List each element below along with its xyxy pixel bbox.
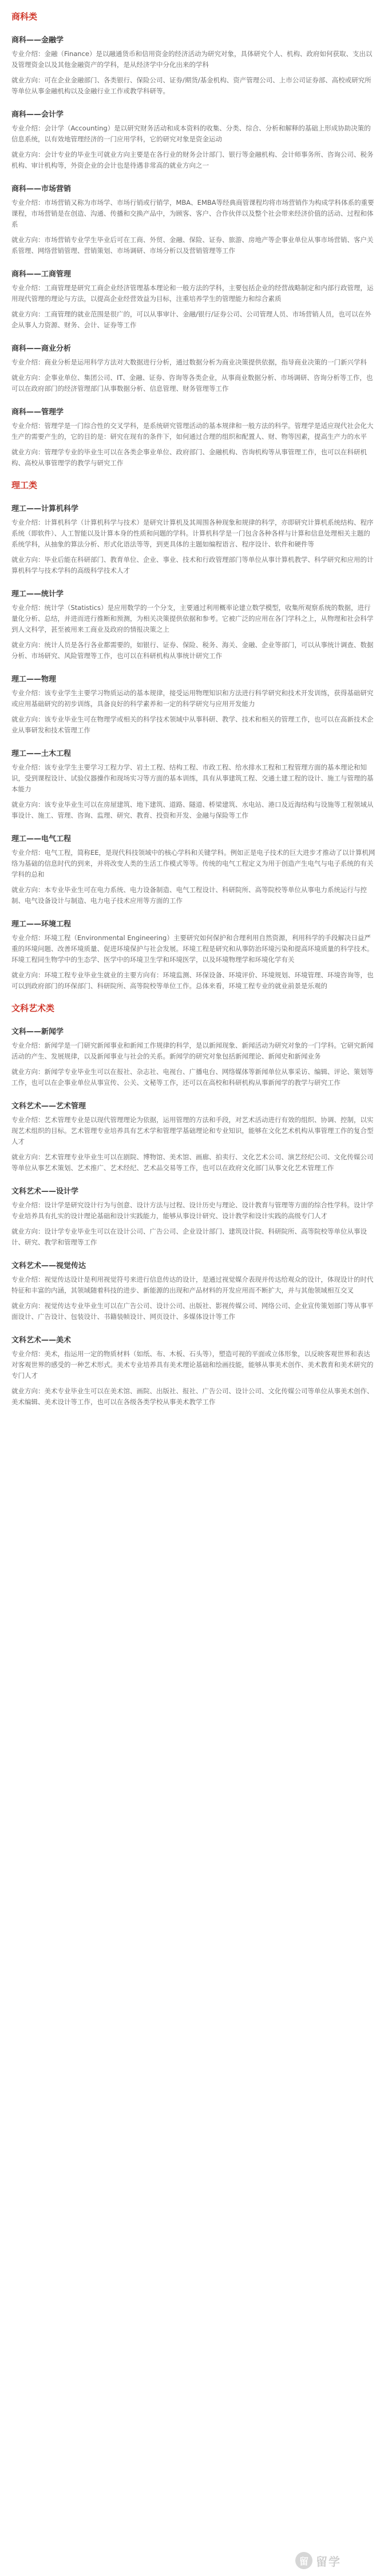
section-title-fine-arts: 文科艺术——美术 <box>11 1336 72 1345</box>
site-watermark <box>295 2550 381 2571</box>
category-heading-business: 商科类 <box>11 11 38 22</box>
section-title-electrical-engineering: 理工——电气工程 <box>11 835 72 843</box>
section-intro: 专业介绍：美术，指运用一定的物质材料（如纸、布、木板、石头等），塑造可视的平面或立体形象，以反映客观世界和表达对客观世界的感受的一种艺术形式。美术专业培养具有美术理论基础和绘画技能，能够从事美术创作、美术教育和美术研究的专门人才 <box>11 1350 374 1380</box>
section-employment: 就业方向：市场营销专业学生毕业后可在工商、外贸、金融、保险、证券、旅游、房地产等企事业单位从事市场营销、客户关系管理、网络营销管理、营销策划、市场调研、市场分析以及营销管理等工作 <box>11 236 374 255</box>
section-intro: 专业介绍：视觉传达设计是利用视觉符号来进行信息传达的设计，是通过视觉媒介表现并传达给观众的设计，体现设计的时代特征和丰富的内涵，其领域随着科技的进步、新能源的出现和产品材料的开发应用而不断扩大，并与其他领域相互交叉 <box>11 1275 374 1294</box>
section-employment: 就业方向：该专业毕业生可在物理学或相关的科学技术领域中从事科研、教学、技术和相关的管理工作，也可以在高新技术企业从事研发和技术管理工作 <box>11 715 374 734</box>
section-title-business-analytics: 商科——商业分析 <box>11 344 72 353</box>
section-title-marketing: 商科——市场营销 <box>11 185 72 193</box>
section-intro: 专业介绍：环境工程（Environmental Engineering）主要研究如何保护和合理利用自然资源，利用科学的手段解决日益严重的环境问题、改善环境质量、促进环境保护与社会发展。环境工程是研究和从事防治环境污染和提高环境质量的科学技术。环境工程同生物学中的生态学、医学中的环境卫生学和环境医学，以及环境物理学和环境化学有关 <box>11 934 374 964</box>
section-intro: 专业介绍：新闻学是一门研究新闻事业和新闻工作规律的科学，是以新闻现象、新闻活动为研究对象的一门学科。它研究新闻活动的产生、发展规律，以及新闻事业与社会的关系。新闻学的研究对象包括新闻理论、新闻史和新闻业务 <box>11 1041 374 1060</box>
section-intro: 专业介绍：会计学（Accounting）是以研究财务活动和成本资料的收集、分类、综合、分析和解释的基础上形成协助决策的信息系统，以有效地管理经济的一门应用学科，它的研究对象是资金运动 <box>11 124 371 143</box>
section-intro: 专业介绍：金融（Finance）是以融通货币和信用资金的经济活动为研究对象，具体研究个人、机构、政府如何获取、支出以及管理资金以及其他金融资产的学科，是从经济学中分化出来的学科 <box>11 50 373 69</box>
section-employment: 就业方向：设计学专业毕业生可以在设计公司、广告公司、企业设计部门、建筑设计院、科研院所、高等院校等单位从事设计、研究、教学和管理等工作 <box>11 1227 367 1246</box>
section-employment: 就业方向：企事业单位、集团公司、IT、金融、证券、咨询等各类企业，从事商业数据分析、市场调研、咨询分析等工作，也可以在政府部门的经济管理部门从事数据分析、信息管理、财务管理等工作 <box>11 374 373 393</box>
section-title-business-admin: 商科——工商管理 <box>11 270 72 279</box>
category-heading-arts: 文科艺术类 <box>11 1003 55 1013</box>
section-employment: 就业方向：管理学专业的毕业生可以在各类企事业单位、政府部门、金融机构、咨询机构等从事管理工作，也可以在科研机构、高校从事管理学的教学与研究工作 <box>11 448 367 467</box>
section-employment: 就业方向：新闻学专业毕业生可以在报社、杂志社、电视台、广播电台、网络媒体等新闻单位从事采访、编辑、评论、策划等工作，也可以在企事业单位从事宣传、公关、文秘等工作，还可以在高校和科研机构从事新闻学的教学与研究工作 <box>11 1068 374 1087</box>
section-intro: 专业介绍：该专业学生主要学习物质运动的基本规律，接受运用物理知识和方法进行科学研究和技术开发训练，获得基础研究或应用基础研究的初步训练，具备良好的科学素养和一定的科学研究与应用开发能力 <box>11 689 374 708</box>
watermark-text: 留学 <box>316 2554 341 2569</box>
section-title-physics: 理工——物理 <box>11 675 57 684</box>
section-intro: 专业介绍：管理学是一门综合性的交叉学科，是系统研究管理活动的基本规律和一般方法的科学。管理学是适应现代社会化大生产的需要产生的，它的目的是：研究在现有的条件下，如何通过合理的组织和配置人、财、物等因素，提高生产力的水平 <box>11 422 374 441</box>
section-employment: 就业方向：环境工程专业毕业生就业的主要方向有：环境监测、环保设备、环境评价、环境规划、环境管理、环境咨询等，也可以到政府部门的环保部门、科研院所、高等院校等单位工作。总体来看，环境工程专业的就业前景是乐观的 <box>11 971 374 990</box>
section-title-computer-science: 理工——计算机科学 <box>11 505 79 513</box>
section-employment: 就业方向：艺术管理专业毕业生可以在剧院、博物馆、美术馆、画廊、拍卖行、文化艺术公司、演艺经纪公司、文化传媒公司等单位从事艺术策划、艺术推广、艺术经纪、艺术品交易等工作，也可以在政府文化部门从事文化艺术管理工作 <box>11 1153 374 1172</box>
section-intro: 专业介绍：市场营销又称为市场学、市场行销或行销学，MBA、EMBA等经典商管课程均将市场营销作为构成学科体系的重要课程，市场营销是在创造、沟通、传播和交换产品中，为顾客、客户、合作伙伴以及整个社会带来经济价值的活动、过程和体系 <box>11 199 374 228</box>
category-heading-science-engineering: 理工类 <box>11 480 38 490</box>
section-employment: 就业方向：该专业毕业生可以在房屋建筑、地下建筑、道路、隧道、桥梁建筑、水电站、港口及近海结构与设施等工程领域从事设计、施工、管理、咨询、监理、研究、教育、投资和开发、金融与保险等工作 <box>11 800 374 819</box>
section-intro: 专业介绍：艺术管理专业是以现代管理理论为依据，运用管理的方法和手段，对艺术活动进行有效的组织、协调、控制，以实现艺术组织的目标。艺术管理专业培养具有艺术学和管理学基础理论和专业知识，能够在文化艺术机构从事管理工作的复合型人才 <box>11 1116 374 1146</box>
section-employment: 就业方向：美术专业毕业生可以在美术馆、画院、出版社、报社、广告公司、设计公司、文化传媒公司等单位从事美术创作、美术编辑、美术设计等工作，也可以在各级各类学校从事美术教学工作 <box>11 1387 374 1406</box>
section-intro: 专业介绍：计算机科学（计算机科学与技术）是研究计算机及其周围各种现象和规律的科学，亦即研究计算机系统结构、程序系统（即软件）、人工智能以及计算本身的性质和问题的学科。计算机科学是一门包含各种各样与计算和信息处理相关主题的系统学科，从抽象的算法分析、形式化语法等等，到更具体的主题如编程语言、程序设计、软件和硬件等 <box>11 518 374 548</box>
section-intro: 专业介绍：该专业学生主要学习工程力学、岩土工程、结构工程、市政工程、给水排水工程和工程管理方面的基本理论和知识，受到课程设计、试验仪器操作和现场实习等方面的基本训练，具有从事建筑工程、交通土建工程的设计、施工与管理的基本能力 <box>11 763 374 793</box>
watermark-logo-icon: 留 <box>295 2552 312 2569</box>
section-employment: 就业方向：会计专业的毕业生可就业方向主要是在各行业的财务会计部门、银行等金融机构、会计师事务所、咨询公司、税务机构、审计机构等，外资企业的会计也是待遇非常高的就业方向之一 <box>11 150 374 169</box>
section-intro: 专业介绍：电气工程，简称EE，是现代科技领域中的核心学科和关键学科。例如正是电子技术的巨大进步才推动了以计算机网络为基础的信息时代的到来，并将改变人类的生活工作模式等等。传统的电气工程定义为用于创造产生电气与电子系统的有关学科的总和 <box>11 849 375 878</box>
section-title-journalism: 文科——新闻学 <box>11 1028 64 1036</box>
section-title-statistics: 理工——统计学 <box>11 590 64 599</box>
section-employment: 就业方向：视觉传达专业毕业生可以在广告公司、设计公司、出版社、影视传媒公司、网络公司、企业宣传策划部门等从事平面设计、广告设计、包装设计、书籍装帧设计、网页设计、多媒体设计等工作 <box>11 1302 374 1321</box>
section-employment: 就业方向：统计人员是各行各业都需要的，如银行、证券、保险、税务、海关、金融、企业等部门，可以从事统计调查、数据分析、市场研究、风险管理等工作，也可以在科研机构从事统计研究工作 <box>11 641 374 660</box>
section-employment: 就业方向：毕业后能在科研部门、教育单位、企业、事业、技术和行政管理部门等单位从事计算机教学、科学研究和应用的计算机科学与技术学科的高级科学技术人才 <box>11 556 374 574</box>
section-employment: 就业方向：可在企业金融部门、各类银行、保险公司、证券/期货/基金机构、资产管理公司、上市公司证券部、高校或研究所等单位从事金融机构以及金融行业工作或教学科研等。 <box>11 76 371 95</box>
section-intro: 专业介绍：工商管理是研究工商企业经济管理基本理论和一般方法的学科，主要包括企业的经营战略制定和内部行政管理，运用现代管理的理论与方法，以提高企业经营效益为目标，注重培养学生的管理能力和综合素质 <box>11 284 374 303</box>
section-title-arts-management: 文科艺术——艺术管理 <box>11 1102 86 1111</box>
section-title-visual-communication: 文科艺术——视觉传达 <box>11 1262 86 1270</box>
section-intro: 专业介绍：设计学是研究设计行为与创意、设计方法与过程、设计历史与理论、设计教育与管理等方面的综合性学科。设计学专业培养具有扎实的设计理论基础和设计实践能力，能够从事设计研究、设计教学和设计实践的高级专门人才 <box>11 1201 374 1220</box>
section-employment: 就业方向：本专业毕业生可在电力系统、电力设备制造、电气工程设计、科研院所、高等院校等单位从事电力系统运行与控制、电气设备设计与制造、电力电子技术应用等方面的工作 <box>11 886 367 905</box>
section-employment: 就业方向：工商管理的就业范围是很广的，可以从事审计、金融/银行/证券公司、公司管理人员、市场营销人员，也可以在外企从事人力资源、财务、会计、证券等工作 <box>11 310 371 329</box>
section-title-accounting: 商科——会计学 <box>11 110 64 119</box>
section-intro: 专业介绍：统计学（Statistics）是应用数学的一个分支，主要通过利用概率论建立数学模型，收集所观察系统的数据，进行量化分析、总结，并进而进行推断和预测，为相关决策提供依据和参考。它被广泛的应用在各门学科之上，从物理和社会科学到人文科学，甚至被用来工商业及政府的情报决策之上 <box>11 604 374 633</box>
section-title-management: 商科——管理学 <box>11 408 64 417</box>
section-title-design: 文科艺术——设计学 <box>11 1187 79 1196</box>
section-title-finance: 商科——金融学 <box>11 36 64 45</box>
section-title-civil-engineering: 理工——土木工程 <box>11 750 72 758</box>
article-body <box>11 0 377 1408</box>
section-title-environmental-engineering: 理工——环境工程 <box>11 920 72 929</box>
section-intro: 专业介绍：商业分析是运用科学方法对大数据进行分析，通过数据分析为商业决策提供依据，指导商业决策的一门新兴学科 <box>11 358 367 366</box>
